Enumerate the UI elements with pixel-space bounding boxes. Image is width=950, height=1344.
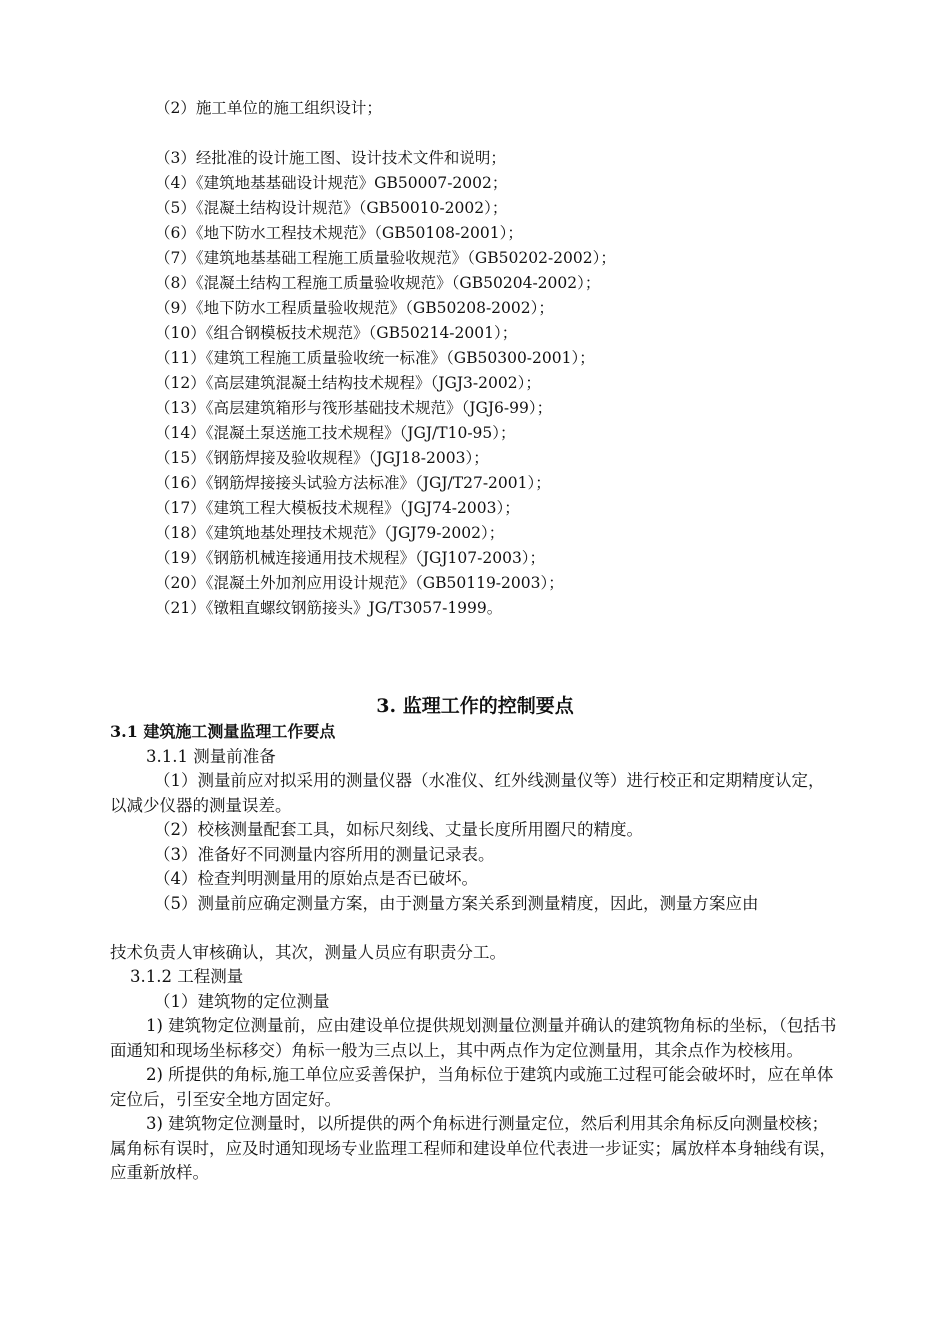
reference-item: （19）《钢筋机械连接通用技术规程》（JGJ107-2003）； bbox=[155, 549, 546, 567]
reference-item: （3）经批准的设计施工图、设计技术文件和说明； bbox=[155, 149, 506, 167]
paragraph: （2）校核测量配套工具，如标尺刻线、丈量长度所用圈尺的精度。 bbox=[154, 820, 643, 839]
reference-item: （12）《高层建筑混凝土结构技术规程》（JGJ3-2002）； bbox=[155, 374, 541, 392]
paragraph: 1) 建筑物定位测量前，应由建设单位提供规划测量位测量并确认的建筑物角标的坐标，（包括书面通知和现场坐标移交）角标一般为三点以上，其中两点作为定位测量用，其余点作为校核用。 bbox=[110, 1016, 837, 1060]
paragraph: （5）测量前应确定测量方案，由于测量方案关系到测量精度，因此，测量方案应由 bbox=[154, 893, 759, 913]
subsubsection-heading: 3.1.2 工程测量 bbox=[130, 967, 244, 986]
reference-item: （21）《镦粗直螺纹钢筋接头》JG/T3057-1999。 bbox=[155, 599, 503, 617]
reference-item: （15）《钢筋焊接及验收规程》（JGJ18-2003）； bbox=[155, 449, 489, 467]
reference-item: （18）《建筑地基处理技术规范》（JGJ79-2002）； bbox=[155, 524, 505, 542]
section-body bbox=[110, 720, 840, 1186]
reference-list bbox=[155, 96, 855, 621]
subsubsection-heading: 3.1.1 测量前准备 bbox=[146, 746, 276, 766]
subsection-heading: 3.1 建筑施工测量监理工作要点 bbox=[110, 722, 336, 741]
paragraph: 3) 建筑物定位测量时，以所提供的两个角标进行测量定位，然后利用其余角标反向测量校核；属角标有误时，应及时通知现场专业监理工程师和建设单位代表进一步证实；属放样本身轴线有误，应重新放样。 bbox=[110, 1114, 836, 1182]
reference-item: （20）《混凝土外加剂应用设计规范》（GB50119-2003）； bbox=[155, 574, 564, 592]
reference-item: （14）《混凝土泵送施工技术规程》（JGJ/T10-95）； bbox=[155, 424, 516, 442]
blank-line bbox=[110, 916, 840, 941]
reference-item: （17）《建筑工程大模板技术规程》（JGJ74-2003）； bbox=[155, 499, 520, 517]
paragraph: 2) 所提供的角标,施工单位应妥善保护，当角标位于建筑内或施工过程可能会破坏时，应在单体定位后，引至安全地方固定好。 bbox=[110, 1065, 834, 1109]
reference-item: （11）《建筑工程施工质量验收统一标准》（GB50300-2001）； bbox=[155, 349, 595, 367]
reference-item: （9）《地下防水工程质量验收规范》（GB50208-2002）； bbox=[155, 299, 554, 317]
paragraph: （3）准备好不同测量内容所用的测量记录表。 bbox=[154, 844, 495, 864]
paragraph-heading: （1）建筑物的定位测量 bbox=[154, 991, 330, 1011]
reference-item: （7）《建筑地基基础工程施工质量验收规范》（GB50202-2002）； bbox=[155, 249, 616, 267]
reference-item: （16）《钢筋焊接接头试验方法标准》（JGJ/T27-2001）； bbox=[155, 474, 551, 492]
reference-item: （6）《地下防水工程技术规范》（GB50108-2001）； bbox=[155, 224, 523, 242]
paragraph: （4）检查判明测量用的原始点是否已破坏。 bbox=[154, 869, 478, 888]
reference-item: （8）《混凝土结构工程施工质量验收规范》（GB50204-2002）； bbox=[155, 274, 601, 292]
paragraph: 技术负责人审核确认，其次，测量人员应有职责分工。 bbox=[110, 942, 506, 962]
reference-item: （2）施工单位的施工组织设计； bbox=[155, 99, 382, 117]
reference-item: （5）《混凝土结构设计规范》（GB50010-2002）； bbox=[155, 199, 508, 217]
reference-item: （4）《建筑地基基础设计规范》GB50007-2002； bbox=[155, 174, 508, 192]
reference-item: （13）《高层建筑箱形与筏形基础技术规范》（JGJ6-99）； bbox=[155, 399, 553, 417]
paragraph: （1）测量前应对拟采用的测量仪器（水准仪、红外线测量仪等）进行校正和定期精度认定，以减少仪器的测量误差。 bbox=[110, 771, 825, 815]
section-heading: 3. 监理工作的控制要点 bbox=[376, 695, 574, 717]
reference-item: （10）《组合钢模板技术规范》（GB50214-2001）； bbox=[155, 324, 518, 342]
